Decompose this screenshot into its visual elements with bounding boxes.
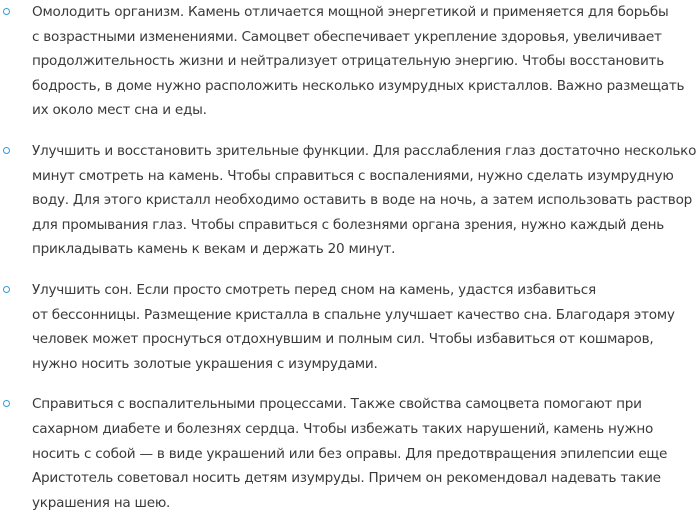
text-line: бодрость, в доме нужно расположить несколько изумрудных кристаллов. Важно размещать xyxy=(32,77,685,94)
text-line: Справиться с воспалительными процессами. Также свойства самоцвета помогают при xyxy=(32,396,642,413)
list-item xyxy=(0,0,685,123)
text-line: для промывания глаз. Чтобы справиться с болезнями органа зрения, нужно каждый день xyxy=(32,216,664,233)
text-line: от бессонницы. Размещение кристалла в спальне улучшает качество сна. Благодаря этому xyxy=(32,306,675,323)
text-line: минут смотреть на камень. Чтобы справиться с воспалениями, нужно сделать изумрудную xyxy=(32,167,674,184)
circle-bullet-icon xyxy=(3,8,10,15)
list-item xyxy=(0,139,696,262)
list-item xyxy=(0,392,668,515)
text-line: Улучшить и восстановить зрительные функции. Для расслабления глаз достаточно несколько xyxy=(32,142,696,159)
list-item xyxy=(0,278,675,376)
text-line: Улучшить сон. Если просто смотреть перед сном на камень, удастся избавиться xyxy=(32,281,596,298)
text-line: человек может проснуться отдохнувшим и полным сил. Чтобы избавиться от кошмаров, xyxy=(32,331,654,348)
circle-bullet-icon xyxy=(3,400,10,407)
text-line: носить с собой — в виде украшений или без оправы. Для предотвращения эпилепсии еще xyxy=(32,445,668,462)
text-line: воду. Для этого кристалл необходимо оставить в воде на ночь, а затем использовать раствор xyxy=(32,192,693,209)
text-line: их около мест сна и еды. xyxy=(32,102,207,119)
circle-bullet-icon xyxy=(3,286,10,293)
circle-bullet-icon xyxy=(3,147,10,154)
text-line: Омолодить организм. Камень отличается мощной энергетикой и применяется для борьбы xyxy=(32,4,669,20)
text-line: сахарном диабете и болезнях сердца. Чтобы избежать таких нарушений, камень нужно xyxy=(32,420,654,437)
text-line: Аристотель советовал носить детям изумруды. Причем он рекомендовал надевать такие xyxy=(32,470,661,487)
text-line: нужно носить золотые украшения с изумрудами. xyxy=(32,355,378,372)
text-line: украшения на шею. xyxy=(32,494,171,511)
text-line: продолжительность жизни и нейтрализует отрицательную энергию. Чтобы восстановить xyxy=(32,53,664,70)
text-line: прикладывать камень к векам и держать 20 минут. xyxy=(32,241,396,258)
text-line: с возрастными изменениями. Самоцвет обеспечивает укрепление здоровья, увеличивает xyxy=(32,28,662,45)
